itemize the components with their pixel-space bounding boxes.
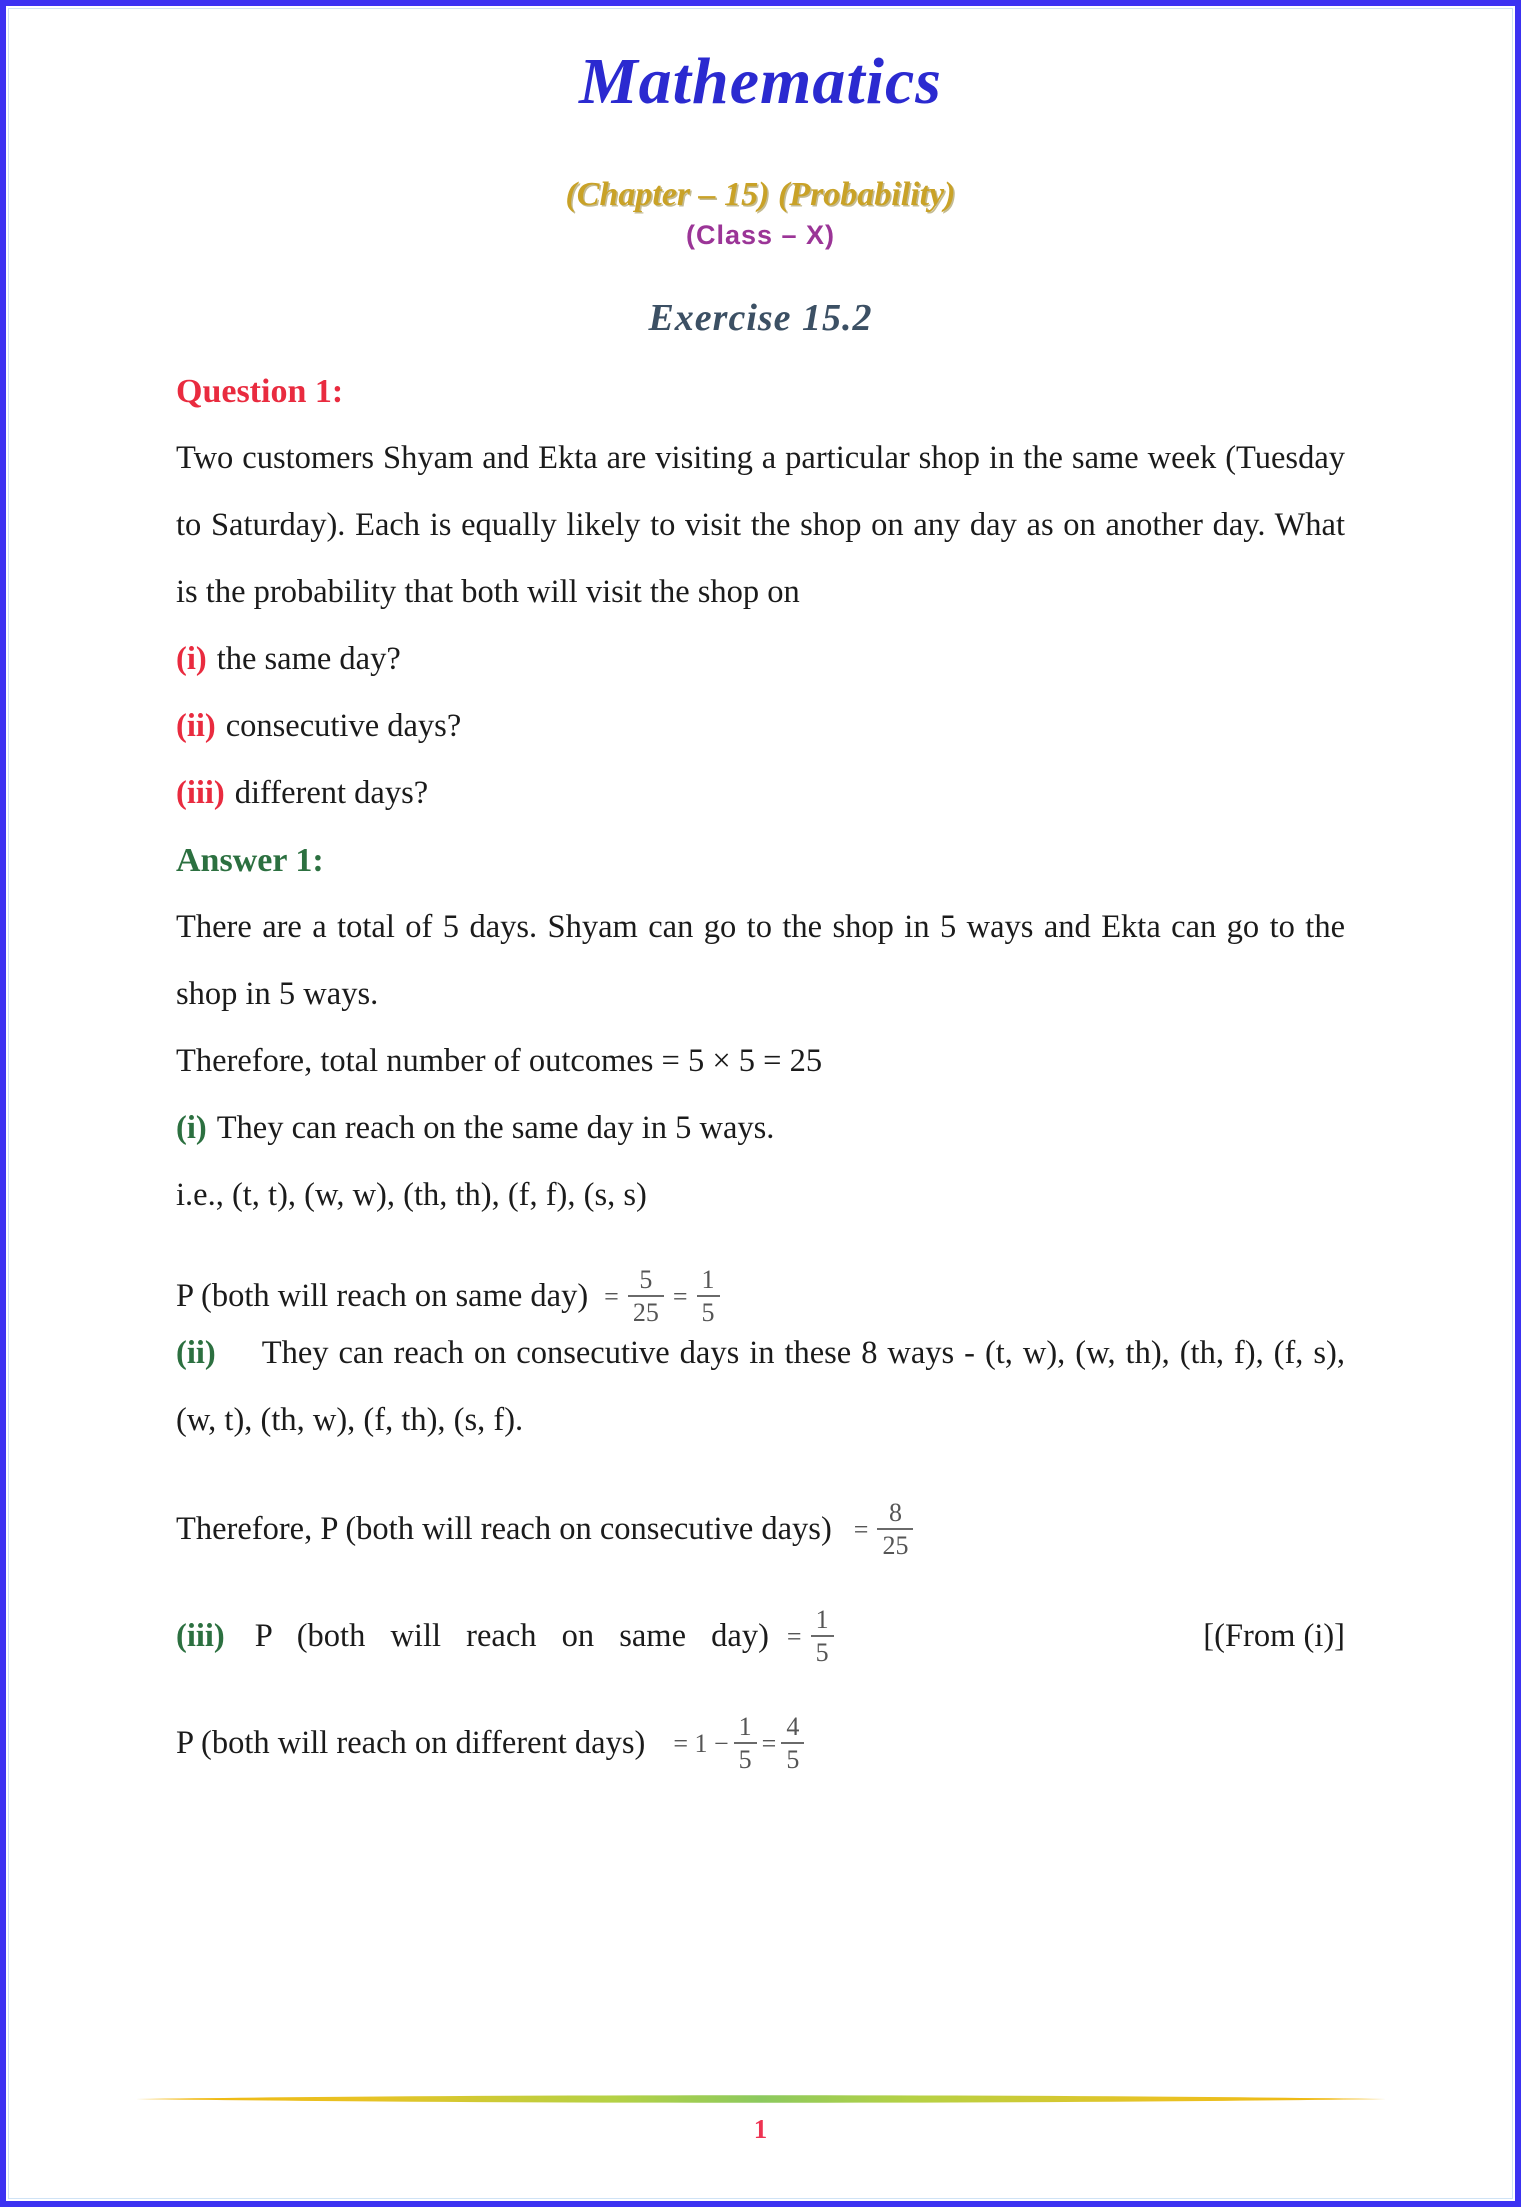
fraction-8-25 [877, 1498, 913, 1561]
answer-part-iii-row [176, 1603, 1345, 1670]
part-label: (i) [176, 641, 207, 677]
answer-paragraph-1: There are a total of 5 days. Shyam can go to the shop in 5 ways and Ekta can go to the shop in 5 ways. [176, 909, 1345, 1012]
fraction-numerator: 1 [738, 1712, 752, 1742]
fraction-denominator: 25 [628, 1295, 664, 1328]
formula-lead-text: P (both will reach on same day) [176, 1278, 589, 1314]
footer-divider [131, 2093, 1391, 2105]
page-footer [6, 2093, 1515, 2145]
part-text: different days? [234, 775, 429, 811]
part-text: They can reach on the same day in 5 ways. [216, 1110, 775, 1146]
page-header [176, 44, 1345, 342]
ie-outcomes-line: i.e., (t, t), (w, w), (th, th), (f, f), (s, s) [176, 1177, 647, 1213]
equation-tokens: = 1 − [673, 1728, 729, 1758]
question-part-iii [176, 760, 1345, 827]
answer-paragraph-outcomes: Therefore, total number of outcomes = 5 × 5 = 25 [176, 1043, 823, 1079]
class-subtitle: (Class – X) [685, 220, 836, 250]
page-number: 1 [753, 2114, 768, 2144]
part-label: (i) [176, 1110, 207, 1146]
fraction-denominator: 5 [697, 1295, 720, 1328]
chapter-subtitle: (Chapter – 15) (Probability) [565, 176, 956, 213]
fraction-1-5 [734, 1712, 757, 1775]
equals-sign: = [786, 1621, 802, 1651]
question-part-ii [176, 693, 1345, 760]
from-reference-note: [(From (i)] [1203, 1618, 1345, 1654]
answer-heading: Answer 1: [176, 842, 324, 879]
equals-sign: = [672, 1281, 688, 1311]
part-iii-formula [787, 1605, 834, 1668]
part-text: They can reach on consecutive days in these 8 ways - (t, w), (w, th), (th, f), (f, s), (w, t), (th, w), (f, th), (s, f). [176, 1335, 1345, 1438]
answer-part-ii-paragraph [176, 1320, 1345, 1454]
fraction-5-25 [628, 1265, 664, 1328]
part-text: the same day? [216, 641, 401, 677]
formula-lead-text: P (both will reach on same day) [254, 1618, 769, 1654]
equals-sign: = [853, 1514, 869, 1544]
question-intro: Two customers Shyam and Ekta are visiting a particular shop in the same week (Tuesday to Saturday). Each is equally likely to visit the shop on any day as on another day. What is the probability that both will visit the shop on [176, 440, 1345, 610]
fraction-denominator: 5 [734, 1742, 757, 1775]
equals-sign: = [604, 1281, 619, 1311]
part-label: (iii) [176, 775, 225, 811]
different-days-probability-row [176, 1710, 1345, 1777]
exercise-heading: Exercise 15.2 [648, 297, 873, 339]
fraction-numerator: 5 [639, 1265, 653, 1295]
part-label: (iii) [176, 1618, 225, 1654]
consecutive-days-probability-row [176, 1496, 1345, 1563]
fraction-1-5 [697, 1265, 720, 1328]
fraction-denominator: 5 [811, 1635, 834, 1668]
fraction-1-5 [811, 1605, 834, 1668]
fraction-numerator: 1 [701, 1265, 715, 1295]
same-day-formula [604, 1265, 719, 1328]
fraction-4-5 [781, 1712, 804, 1775]
question-heading: Question 1: [176, 373, 344, 410]
page-title: Mathematics [578, 45, 942, 118]
fraction-denominator: 25 [877, 1528, 913, 1561]
fraction-numerator: 8 [888, 1498, 902, 1528]
answer-part-i-line [176, 1095, 1345, 1162]
document-body [176, 358, 1345, 1777]
page-content [6, 6, 1515, 1777]
fraction-numerator: 1 [815, 1605, 829, 1635]
consecutive-days-formula [854, 1498, 914, 1561]
question-part-i [176, 626, 1345, 693]
formula-lead-text: Therefore, P (both will reach on consecutive days) [176, 1511, 832, 1547]
fraction-denominator: 5 [781, 1742, 804, 1775]
part-label: (ii) [176, 708, 216, 744]
equals-sign: = [761, 1728, 777, 1758]
part-text: consecutive days? [225, 708, 462, 744]
part-label: (ii) [176, 1335, 216, 1371]
formula-lead-text: P (both will reach on different days) [176, 1725, 646, 1761]
fraction-numerator: 4 [786, 1712, 800, 1742]
different-days-formula [673, 1712, 804, 1775]
